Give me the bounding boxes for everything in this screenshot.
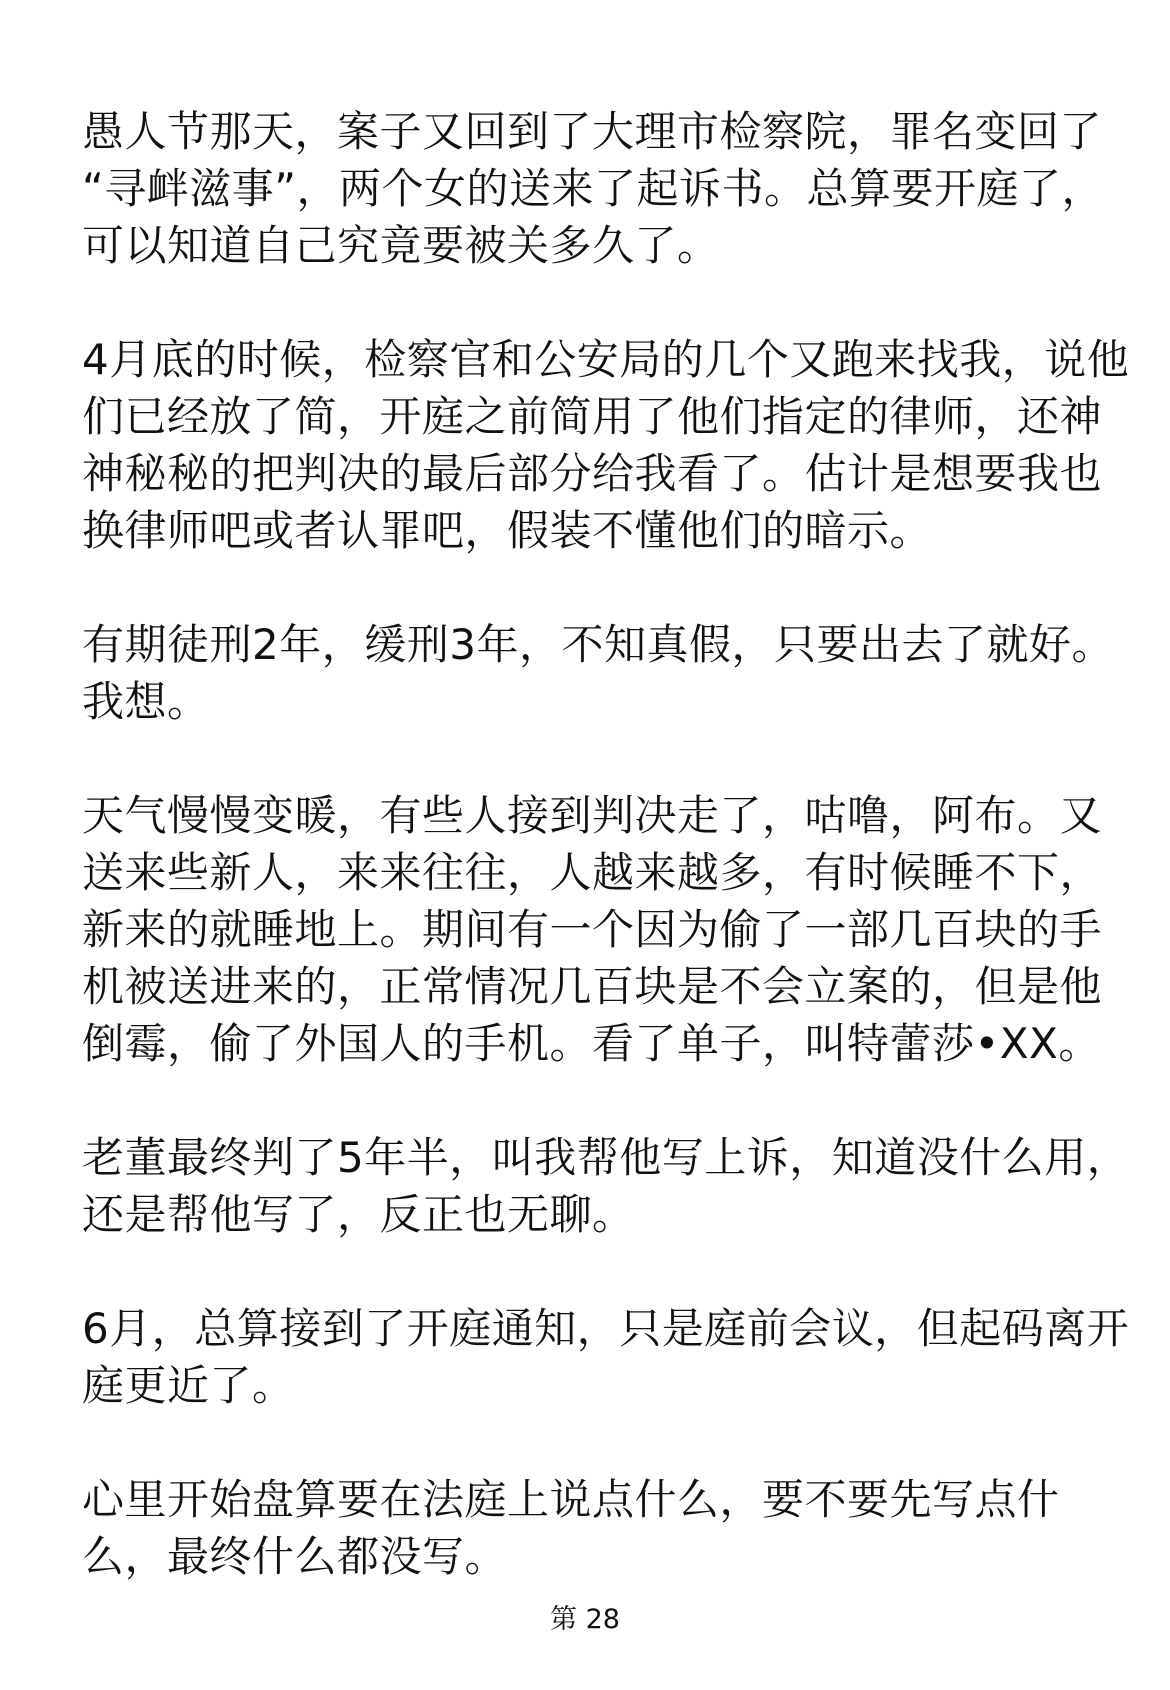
paragraph-6 [82, 1300, 1130, 1414]
paragraph-2 [82, 331, 1130, 559]
paragraph-1 [82, 103, 1105, 274]
paragraph-7 [82, 1471, 1092, 1585]
text-line: “寻衅滋事”，两个女的送来了起诉书。总算要开庭了， [82, 164, 1105, 213]
text-line: 可以知道自己究竟要被关多久了。 [82, 221, 720, 270]
paragraph-5 [82, 1129, 1130, 1243]
text-line: 愚人节那天，案子又回到了大理市检察院，罪名变回了 [82, 107, 1103, 156]
text-line: 老董最终判了5年半，叫我帮他写上诉，知道没什么用， [82, 1133, 1130, 1182]
text-line: 4月底的时候，检察官和公安局的几个又跑来找我，说他 [82, 335, 1130, 384]
text-line: 们已经放了简，开庭之前简用了他们指定的律师，还神 [82, 392, 1103, 441]
text-line: 么，最终什么都没写。 [82, 1532, 508, 1581]
text-line: 有期徒刑2年，缓刑3年，不知真假，只要出去了就好。 [82, 620, 1114, 669]
page-body [82, 103, 1130, 1585]
text-line: 还是帮他写了，反正也无聊。 [82, 1190, 635, 1239]
paragraph-3 [82, 616, 1114, 730]
text-line: 心里开始盘算要在法庭上说点什么，要不要先写点什 [82, 1475, 1060, 1524]
text-line: 新来的就睡地上。期间有一个因为偷了一部几百块的手 [82, 905, 1103, 954]
text-line: 倒霉，偷了外国人的手机。看了单子，叫特蕾莎•XX。 [82, 1019, 1101, 1068]
text-line: 送来些新人，来来往往，人越来越多，有时候睡不下， [82, 848, 1103, 897]
page-number: 第 28 [550, 1604, 620, 1635]
text-line: 我想。 [82, 677, 210, 726]
text-line: 神秘秘的把判决的最后部分给我看了。估计是想要我也 [82, 449, 1103, 498]
paragraph-4 [82, 787, 1103, 1072]
text-line: 机被送进来的，正常情况几百块是不会立案的，但是他 [82, 962, 1103, 1011]
text-line: 换律师吧或者认罪吧，假装不懂他们的暗示。 [82, 506, 933, 555]
text-line: 天气慢慢变暖，有些人接到判决走了，咕噜，阿布。又 [82, 791, 1103, 840]
text-line: 6月，总算接到了开庭通知，只是庭前会议，但起码离开 [82, 1304, 1130, 1353]
text-line: 庭更近了。 [82, 1361, 295, 1410]
